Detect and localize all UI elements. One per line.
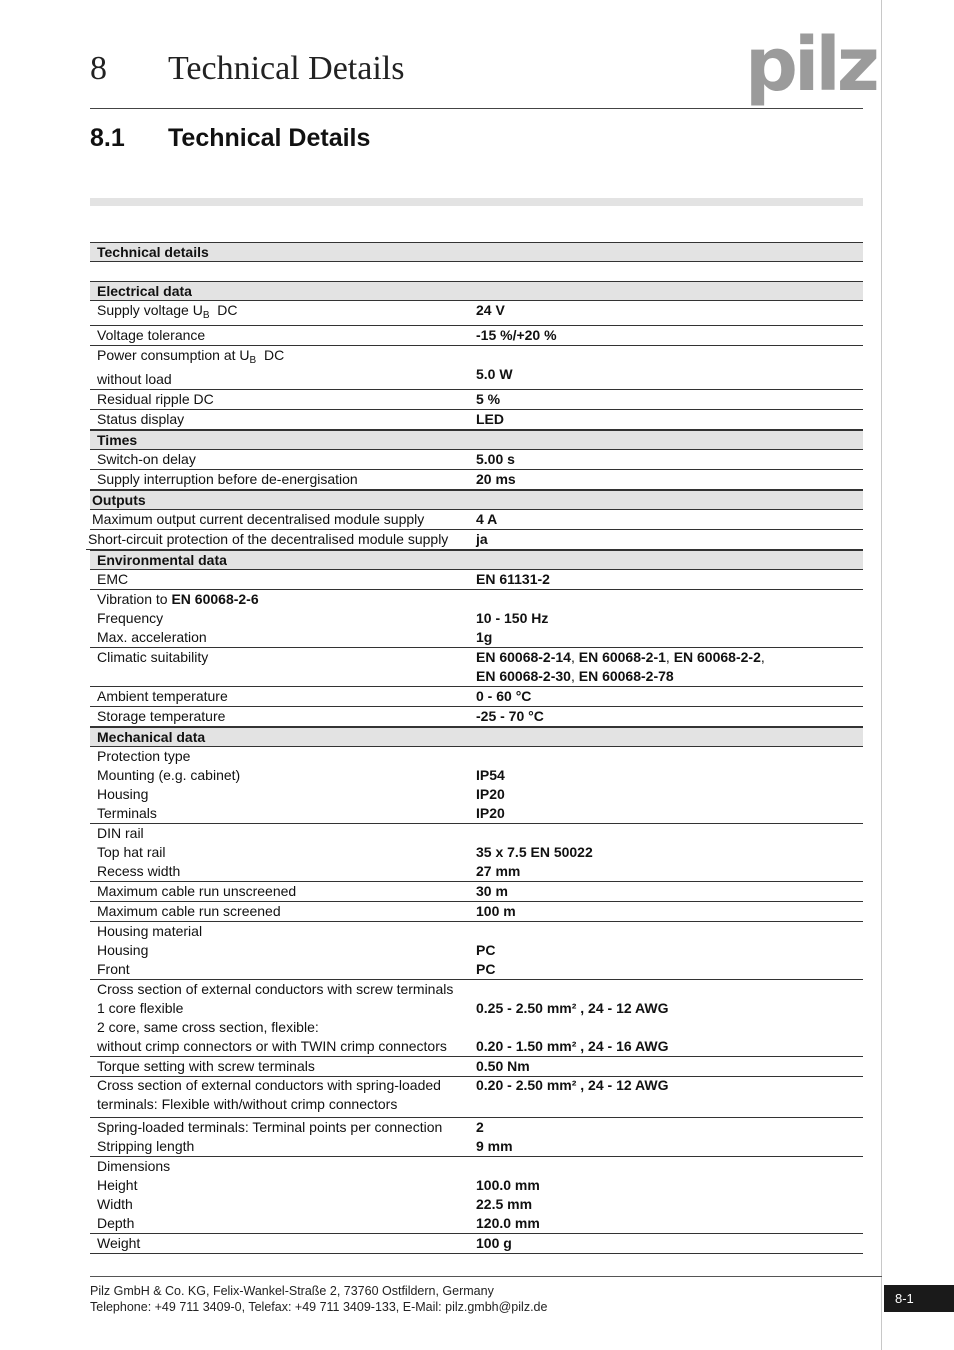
table-row (90, 922, 863, 980)
footer-address (90, 1283, 547, 1315)
table-row (90, 882, 863, 902)
row-value: LED (476, 411, 504, 427)
row-label: Power consumption at $U_B$ DC without load (97, 347, 285, 387)
table-row (90, 824, 863, 882)
row-value: 4 A (476, 511, 498, 527)
chapter-heading (90, 50, 404, 88)
row-value: 24 V (476, 302, 505, 318)
row-value: 10 - 150 Hz 1g (476, 610, 549, 645)
table-row (90, 470, 863, 490)
table-row (90, 707, 863, 727)
chapter-title: Technical Details (168, 50, 405, 87)
section-heading (90, 124, 370, 153)
row-label: DIN rail Top hat rail Recess width (97, 825, 181, 879)
table-row (90, 326, 863, 346)
page-right-border (881, 0, 882, 1350)
row-label: Vibration to EN 60068-2-6 Frequency Max. acceleration (97, 591, 259, 645)
row-label: Dimensions Height Width Depth (97, 1158, 171, 1231)
table-row (90, 590, 863, 648)
row-label: Maximum output current decentralised module supply (92, 511, 425, 527)
section-number: 8.1 (90, 124, 125, 152)
row-value: 0.25 - 2.50 mm² , 24 - 12 AWG 0.20 - 1.50 mm² , 24 - 16 AWG (476, 1000, 669, 1054)
row-value: -25 - 70 °C (476, 708, 544, 724)
row-label: Ambient temperature (97, 688, 228, 704)
row-label: Housing material Housing Front (97, 923, 203, 977)
row-value: EN 61131-2 (476, 571, 550, 587)
row-value: 0 - 60 °C (476, 688, 532, 704)
group-header-electrical: Electrical data (90, 281, 863, 301)
group-header-environmental: Environmental data (90, 550, 863, 570)
row-value: 100 g (476, 1235, 512, 1251)
row-label: Torque setting with screw terminals (97, 1058, 315, 1074)
row-label: Residual ripple DC (97, 391, 214, 407)
table-row (90, 346, 863, 390)
table-row (90, 1057, 863, 1077)
row-value: 2 9 mm (476, 1119, 513, 1154)
group-header-times: Times (90, 430, 863, 450)
table-row (86, 530, 863, 550)
row-value: 5.00 s (476, 451, 515, 467)
table-title: Technical details (90, 242, 863, 262)
table-row (90, 410, 863, 430)
row-label: Spring-loaded terminals: Terminal points per connection Stripping length (97, 1119, 443, 1154)
row-label: Status display (97, 411, 185, 427)
pilz-logo: pilz (745, 22, 876, 108)
group-header-mechanical: Mechanical data (90, 727, 863, 747)
row-value: 35 x 7.5 EN 50022 27 mm (476, 844, 593, 879)
technical-details-table (90, 242, 863, 1254)
section-band (90, 198, 863, 206)
header-divider (90, 108, 863, 109)
table-row (90, 390, 863, 410)
row-label: Cross section of external conductors with screw terminals 1 core flexible 2 core, same cross section, flexible: without crimp connectors or with TWIN crimp connectors (97, 981, 454, 1054)
table-row (90, 747, 863, 824)
row-label: Maximum cable run unscreened (97, 883, 297, 899)
row-value: ja (476, 531, 488, 547)
row-label: Weight (97, 1235, 141, 1251)
row-value: 100.0 mm 22.5 mm 120.0 mm (476, 1177, 540, 1231)
table-spacer (90, 262, 863, 281)
table-row (90, 1077, 863, 1118)
row-label: Voltage tolerance (97, 327, 206, 343)
row-label: Short-circuit protection of the decentralised module supply (88, 531, 449, 547)
row-value: 0.20 - 2.50 mm² , 24 - 12 AWG (476, 1077, 669, 1093)
row-value: 100 m (476, 903, 516, 919)
row-label: Protection type Mounting (e.g. cabinet) Housing Terminals (97, 748, 241, 821)
table-row (90, 1157, 863, 1234)
row-value: -15 %/+20 % (476, 327, 557, 343)
row-value: PC PC (476, 942, 496, 977)
table-row (90, 450, 863, 470)
page-number: 8-1 (884, 1285, 954, 1312)
row-label: Supply interruption before de-energisation (97, 471, 358, 487)
table-row (90, 687, 863, 707)
footer-line-2: Telephone: +49 711 3409-0, Telefax: +49 711 3409-133, E-Mail: pilz.gmbh@pilz.de (90, 1300, 548, 1314)
row-label: Supply voltage $U_B$ DC (97, 302, 238, 321)
row-label: Storage temperature (97, 708, 226, 724)
row-value: IP54 IP20 IP20 (476, 767, 505, 821)
table-row (90, 570, 863, 590)
footer-divider (90, 1276, 882, 1277)
chapter-number: 8 (90, 50, 107, 87)
row-label: Cross section of external conductors with spring-loaded terminals: Flexible with/without crimp connectors (97, 1077, 441, 1112)
row-value: 5.0 W (476, 366, 513, 382)
row-value: 20 ms (476, 471, 516, 487)
table-row (90, 648, 863, 687)
table-row (90, 980, 863, 1057)
group-header-outputs: Outputs (90, 490, 863, 510)
table-row (90, 1234, 863, 1254)
row-value: 30 m (476, 883, 508, 899)
footer-line-1: Pilz GmbH & Co. KG, Felix-Wankel-Straße 2, 73760 Ostfildern, Germany (90, 1284, 494, 1298)
row-value: EN 60068-2-14, EN 60068-2-1, EN 60068-2-2, EN 60068-2-30, EN 60068-2-78 (476, 649, 765, 684)
table-row (90, 902, 863, 922)
row-label: Maximum cable run screened (97, 903, 281, 919)
row-label: Climatic suitability (97, 649, 209, 665)
table-row (90, 510, 863, 530)
row-label: Switch-on delay (97, 451, 196, 467)
row-value: 0.50 Nm (476, 1058, 530, 1074)
row-label: EMC (97, 571, 129, 587)
table-row (90, 1118, 863, 1157)
row-value: 5 % (476, 391, 501, 407)
table-row (90, 301, 863, 326)
section-title: Technical Details (168, 124, 371, 152)
